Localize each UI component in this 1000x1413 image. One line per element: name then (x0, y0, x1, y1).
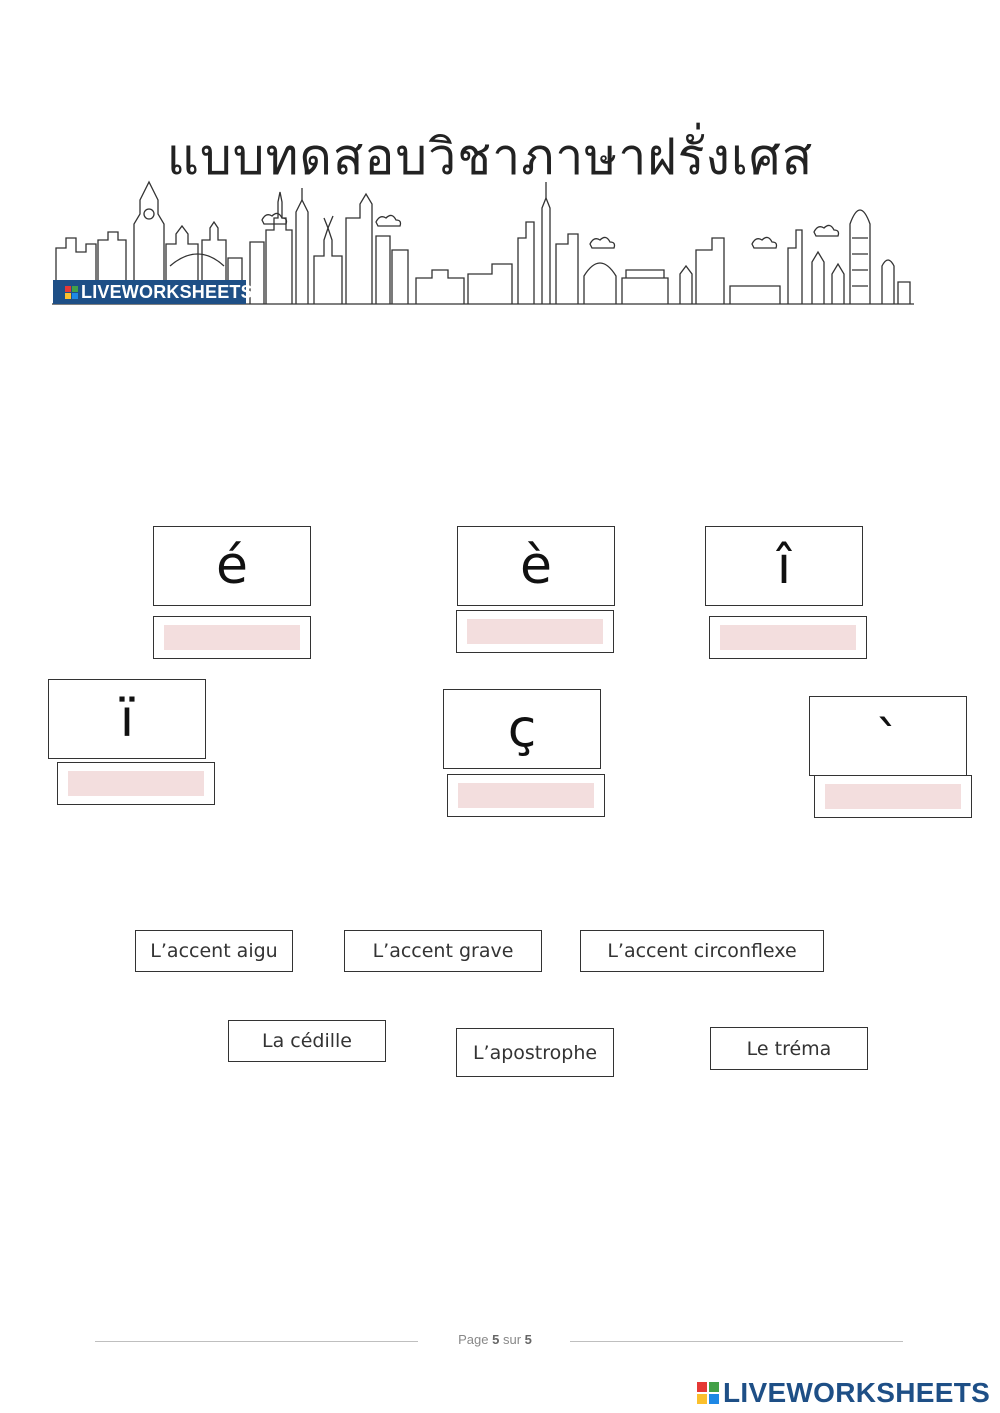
drop-zone-3[interactable] (709, 616, 867, 659)
label-accent-circonflexe[interactable]: L’accent circonflexe (580, 930, 824, 972)
worksheet-title: แบบทดสอบวิชาภาษาฝรั่งเศส (166, 128, 814, 186)
drop-zone-1[interactable] (153, 616, 311, 659)
accent-card-c-cedilla: ç (443, 689, 601, 769)
accent-card-apostrophe: ` (809, 696, 967, 776)
drop-zone-4[interactable] (57, 762, 215, 805)
liveworksheets-banner (53, 280, 253, 304)
drop-zone-6[interactable] (814, 775, 972, 818)
accent-card-e-grave: è (457, 526, 615, 606)
label-accent-grave[interactable]: L’accent grave (344, 930, 542, 972)
liveworksheets-brand-icon (697, 1382, 719, 1404)
footer-divider-left (95, 1341, 418, 1342)
label-apostrophe[interactable]: L’apostrophe (456, 1028, 614, 1077)
liveworksheets-brand (697, 1377, 990, 1409)
label-cedille[interactable]: La cédille (228, 1020, 386, 1062)
accent-card-e-acute: é (153, 526, 311, 606)
label-trema[interactable]: Le tréma (710, 1027, 868, 1070)
page-number: Page 5 sur 5 (458, 1332, 532, 1347)
accent-card-i-circumflex: î (705, 526, 863, 606)
liveworksheets-logo-icon (65, 286, 78, 299)
label-accent-aigu[interactable]: L’accent aigu (135, 930, 293, 972)
brand-text: LIVEWORKSHEETS (723, 1377, 991, 1408)
banner-text: LIVEWORKSHEETS (81, 281, 253, 302)
drop-zone-2[interactable] (456, 610, 614, 653)
drop-zone-5[interactable] (447, 774, 605, 817)
accent-card-i-trema: ï (48, 679, 206, 759)
footer-divider-right (570, 1341, 903, 1342)
